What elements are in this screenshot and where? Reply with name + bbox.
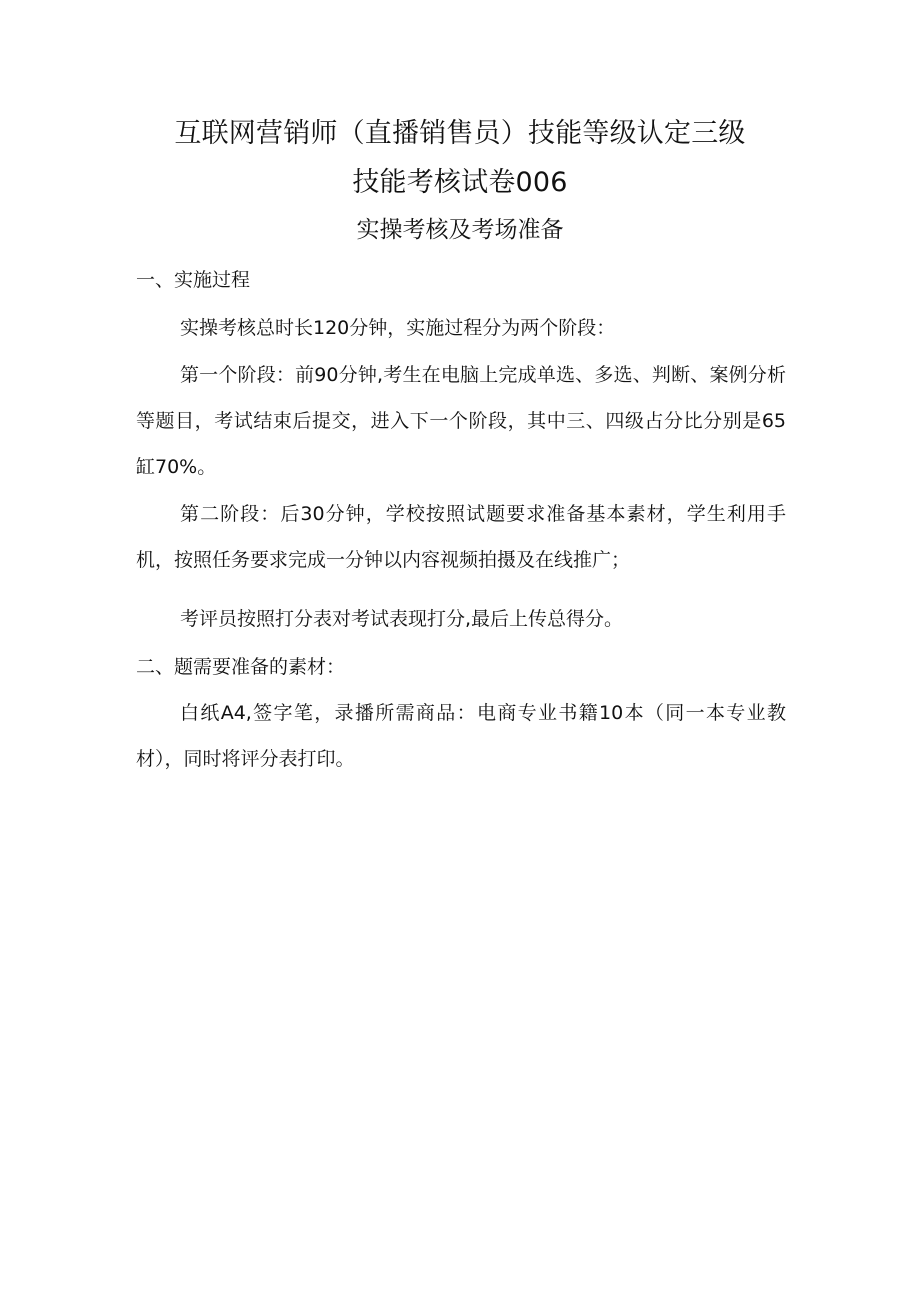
document-title-line1: 互联网营销师（直播销售员）技能等级认定三级: [174, 118, 746, 149]
paragraph-scoring: 考评员按照打分表对考试表现打分,最后上传总得分。: [180, 608, 624, 630]
paragraph-stage-two: 第二阶段：后30分钟，学校按照试题要求准备基本素材，学生利用手机，按照任务要求完成一分钟以内容视频拍摄及在线推广；: [136, 503, 786, 571]
section-heading-process: 一、实施过程: [136, 269, 251, 291]
section-heading-materials: 二、题需要准备的素材：: [136, 656, 346, 678]
document-title-line2: 技能考核试卷006: [352, 167, 568, 198]
document-subtitle: 实操考核及考场准备: [356, 217, 564, 243]
paragraph-materials: 白纸A4,签字笔，录播所需商品：电商专业书籍10本（同一本专业教材），同时将评分表打印。: [136, 702, 786, 770]
paragraph-duration: 实操考核总时长120分钟，实施过程分为两个阶段：: [180, 317, 616, 339]
paragraph-stage-one: 第一个阶段：前90分钟,考生在电脑上完成单选、多选、判断、案例分析等题目，考试结束后提交，进入下一个阶段，其中三、四级占分比分别是65缸70%。: [136, 364, 786, 478]
